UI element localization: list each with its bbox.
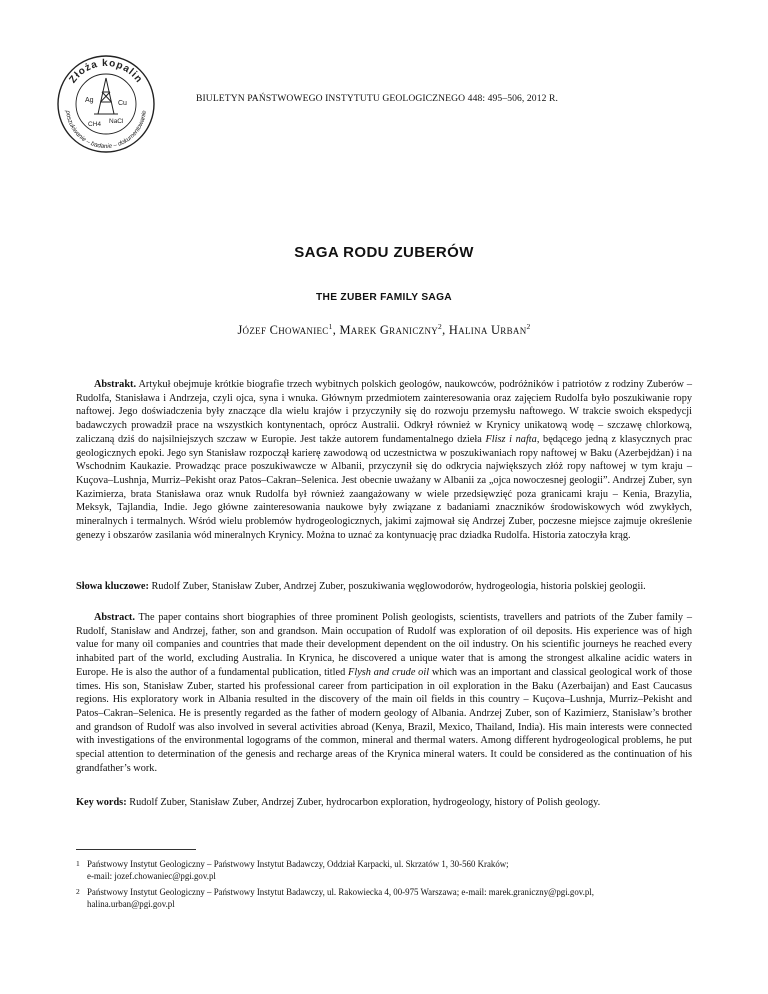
abstract-polish-text: Artykuł obejmuje krótkie biografie trzech wybitnych polskich geologów, naukowców, podróżników i patriotów z rodziny Zuberów – Rudolfa, Stanisława i Andrzeja, czyli ojca, syna i wnuka. Głównym przedmiotem zainteresowania oraz zajęciem Rudolfa było poszukiwanie ropy naftowej. Jego doświadczenia były znaczące dla wielu krajów i przyczyniły się do rozwoju przemysłu naftowego. W trakcie swoich ekspedycji badawczych prowadził prace na wszystkich kontynentach, oprócz Australii. Odkrył również w Krynicy unikatową wodę – szczawę chlorkową, zaliczaną dziś do najsilniejszych szczaw w Europie. Jest także autorem fundamentalnego dzieła: [76, 379, 693, 445]
footnote-1: [76, 859, 692, 882]
author-affiliation-mark: 2: [526, 322, 531, 331]
abstract-english: [76, 611, 692, 775]
journal-citation: BIULETYN PAŃSTWOWEGO INSTYTUTU GEOLOGICZNEGO 448: 495–506, 2012 R.: [196, 93, 558, 104]
keywords-english: [76, 796, 692, 810]
keywords-english-text: Rudolf Zuber, Stanisław Zuber, Andrzej Zuber, hydrocarbon exploration, hydrogeology, history of Polish geology.: [126, 797, 601, 808]
footnote-text: Państwowy Instytut Geologiczny – Państwowy Instytut Badawczy, ul. Rakowiecka 4, 00-975 Warszawa; e-mail: marek.graniczny@pgi.gov.pl,: [87, 887, 594, 897]
author-name: Halina Urban: [448, 323, 527, 338]
logo-top-text: Złoża kopalin: [67, 57, 145, 86]
oil-derrick-icon: [94, 78, 118, 114]
logo-symbol-nacl: NaCl: [109, 118, 124, 125]
footnote-2: [76, 887, 692, 910]
footnote-email: e-mail: jozef.chowaniec@pgi.gov.pl: [87, 870, 216, 881]
logo-symbol-ch4: CH4: [88, 121, 102, 128]
abstract-polish-book-title: Flisz i nafta: [485, 433, 537, 445]
logo-symbol-ag: Ag: [85, 97, 94, 104]
author-name: Józef Chowaniec: [237, 323, 329, 338]
footnote-divider: [76, 849, 196, 850]
author-affiliation-mark: 1: [328, 322, 333, 331]
svg-text:Złoża kopalin: [67, 58, 144, 85]
keywords-polish-label: Słowa kluczowe:: [76, 581, 149, 592]
keywords-english-label: Key words:: [76, 797, 127, 808]
keywords-polish-text: Rudolf Zuber, Stanisław Zuber, Andrzej Zuber, poszukiwania węglowodorów, hydrogeologia, historia polskiej geologii.: [148, 581, 646, 592]
footnote-mark: 1: [76, 859, 80, 868]
footnote-mark: 2: [76, 887, 80, 896]
logo-symbol-cu: Cu: [118, 100, 127, 107]
abstract-polish-label: Abstrakt.: [94, 379, 137, 390]
keywords-polish: [76, 580, 692, 594]
logo-seal: [54, 52, 158, 156]
author-separator: ,: [332, 323, 340, 338]
journal-logo: [54, 52, 158, 156]
logo-bottom-text: poszukiwanie – badanie – dokumentowanie: [64, 110, 148, 151]
title-polish: SAGA RODU ZUBERÓW: [294, 244, 474, 261]
title-english: THE ZUBER FAMILY SAGA: [316, 292, 452, 303]
author-name: Marek Graniczny: [339, 323, 439, 338]
author-separator: ,: [442, 323, 449, 338]
abstract-polish-text-continued: , będącego jedną z klasycznych prac geologicznych epoki. Jego syn Stanisław rozpoczął karierę zawodową od uczestnictwa w poszukiwaniach ropy naftowej w Baku (Azerbejdżan) i na Wschodnim Kaukazie. Prowadząc prace poszukiwawcze w Albanii, przyczynił się do odkrycia największych złóż ropy naftowej w tym kraju – Kuçova–Lushnja, Murriz–Pekisht oraz Patos–Cakran–Selenica. Jest obecnie uważany w Albanii za „ojca nowoczesnej geologii”. Andrzej Zuber, syn Kazimierza, brata Stanisława oraz wnuk Rudolfa był również zaangażowany w wiele przedsięwzięć poza granicami kraju – Kenia, Brazylia, Meksyk, Tajlandia, Indie. Jego główne zainteresowania naukowe były związane z badaniami znaczników środowiskowych wód zwykłych, mineralnych i termalnych. Wśród wielu problemów hydrogeologicznych, jakimi zajmował się Andrzej Zuber, poczesne miejsce zajmuje określenie genezy i obszarów zasilania wód mineralnych Krynicy. Można to uznać za kontynuację prac dziadka Rudolfa. Historia zatoczyła krąg.: [76, 433, 692, 541]
svg-text:poszukiwanie – badanie – dokum: [64, 109, 148, 150]
footnote-email: halina.urban@pgi.gov.pl: [87, 898, 175, 909]
author-affiliation-mark: 2: [438, 322, 443, 331]
abstract-english-text-continued: which was an important and classical geological work of those times. His son, Stanisław Zuber, started his professional career from participation in oil exploration in the Baku (Azerbaijan) and East Caucasus regions. His exploratory work in Albania resulted in the discovery of the main oil fields in this country – Kuçova–Lushnja, Murriz–Pekisht and Patos–Cakran–Selenica. He is presently regarded as the father of modern geology of Albania. Andrzej Zuber, son of Kazimierz, Stanisław’s brother and grandson of Rudolf was also involved in several activities abroad (Kenya, Brazil, Mexico, Thailand, India). His main interests were connected with investigations of the environmental logograms of the common, mineral and thermal waters. Among different hydrogeological problems, he put special attention to determination of the genesis and recharge areas of the Krynica mineral waters. It could be considered as the continuation of his grandfather’s work.: [76, 666, 693, 774]
abstract-english-label: Abstract.: [94, 612, 135, 623]
abstract-polish: [76, 378, 692, 542]
footnote-text: Państwowy Instytut Geologiczny – Państwowy Instytut Badawczy, Oddział Karpacki, ul. Skrzatów 1, 30-560 Kraków;: [87, 859, 509, 869]
abstract-english-text: The paper contains short biographies of three prominent Polish geologists, scientists, travellers and patriots of the Zuber family – Rudolf, Stanisław and Andrzej, father, son and grandson. Main occupation of Rudolf was exploration of oil deposits. His experience was of high value for many oil companies and countries that made their development dependent on the oil industry. On his scientific journeys he reached every inhabited part of the world, excluding Australia. In Krynica, he discovered a unique water that is among the strongest alkaline acidic waters in Europe. He is also the author of a fundamental publication, titled: [76, 612, 692, 678]
abstract-english-book-title: Flysh and crude oil: [348, 666, 430, 678]
author-list: [0, 322, 768, 338]
